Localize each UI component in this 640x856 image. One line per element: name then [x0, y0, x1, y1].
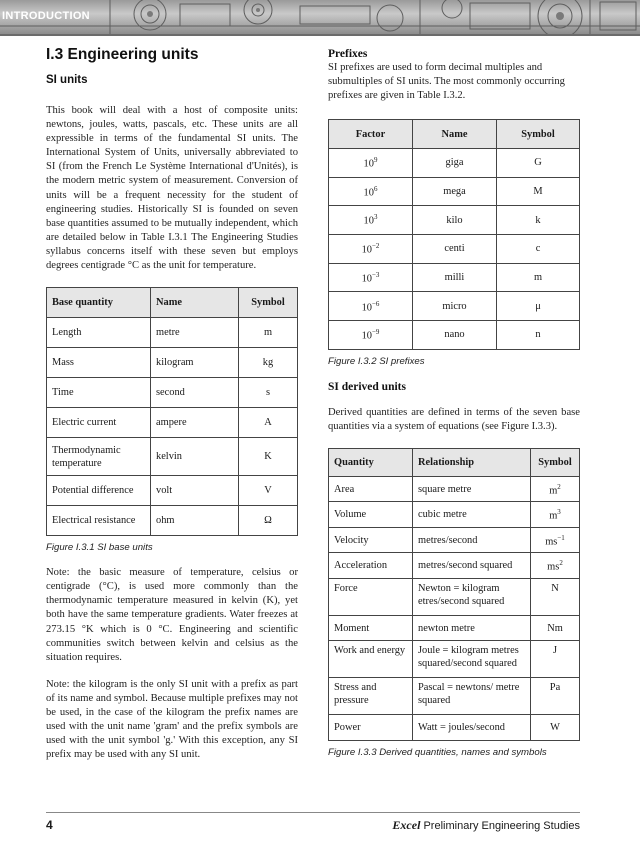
column-header: Relationship	[413, 448, 531, 476]
symbol-cell	[531, 715, 580, 741]
unit-symbol: Nm	[547, 622, 563, 634]
symbol-cell	[531, 527, 580, 553]
symbol-cell	[531, 678, 580, 715]
table-cell: kg	[239, 348, 298, 378]
table-row	[47, 506, 298, 536]
book-title: Preliminary Engineering Studies	[423, 820, 580, 832]
factor-exponent: −2	[371, 242, 380, 251]
unit-symbol: W	[550, 722, 560, 734]
table-row	[47, 378, 298, 408]
factor-cell	[329, 292, 413, 321]
factor-base: 10	[363, 158, 374, 170]
symbol-cell	[531, 615, 580, 641]
table-row	[329, 476, 580, 502]
si-base-units-table	[46, 287, 298, 536]
table-cell: Velocity	[329, 527, 413, 553]
factor-base: 10	[361, 330, 372, 342]
unit-symbol: ms	[545, 536, 558, 548]
unit-symbol: m	[549, 485, 558, 497]
table-cell: Stress and pressure	[329, 678, 413, 715]
table-cell: cubic metre	[413, 502, 531, 528]
factor-base: 10	[361, 273, 372, 285]
table-cell: Thermodynamic temperature	[47, 438, 151, 476]
column-header: Quantity	[329, 448, 413, 476]
symbol-cell	[531, 553, 580, 579]
unit-exponent: 3	[557, 508, 561, 517]
table-cell: mega	[413, 177, 497, 206]
symbol-cell	[531, 476, 580, 502]
table-cell: Length	[47, 318, 151, 348]
factor-exponent: 9	[373, 156, 378, 165]
figure-caption: Figure I.3.3 Derived quantities, names and symbols	[328, 746, 547, 758]
table-header-row	[329, 120, 580, 149]
table-row	[329, 235, 580, 264]
table-cell: square metre	[413, 476, 531, 502]
table-cell: micro	[413, 292, 497, 321]
table-row	[329, 148, 580, 177]
factor-cell	[329, 206, 413, 235]
symbol-cell	[531, 578, 580, 615]
table-cell: Ω	[239, 506, 298, 536]
factor-exponent: 3	[373, 213, 378, 222]
brand-logo: Excel	[392, 818, 421, 832]
table-row	[47, 408, 298, 438]
table-row	[329, 678, 580, 715]
table-cell: giga	[413, 148, 497, 177]
derived-units-heading: SI derived units	[328, 380, 406, 393]
column-header: Name	[151, 288, 239, 318]
table-cell: Volume	[329, 502, 413, 528]
table-cell: Watt = joules/second	[413, 715, 531, 741]
si-units-heading: SI units	[46, 74, 88, 86]
unit-symbol: m	[549, 510, 558, 522]
table-row	[47, 476, 298, 506]
page-number: 4	[46, 818, 53, 832]
table-cell: kilogram	[151, 348, 239, 378]
table-row	[329, 502, 580, 528]
table-row	[329, 206, 580, 235]
factor-exponent: −3	[371, 270, 380, 279]
unit-symbol: ms	[547, 561, 560, 573]
table-cell: m	[497, 263, 580, 292]
unit-exponent: −1	[557, 533, 565, 542]
kilogram-note: Note: the kilogram is the only SI unit with a prefix as part of its name and symbol. Because multiple prefixes may not be used, in the case of the kilogram the prefix names are used with the unit name 'gram' and the prefix symbols are used with the unit symbol 'g.' With this exception, any SI prefix may be used with any SI unit.	[46, 678, 298, 761]
table-cell: metre	[151, 318, 239, 348]
factor-base: 10	[363, 215, 374, 227]
table-cell: A	[239, 408, 298, 438]
table-cell: ohm	[151, 506, 239, 536]
column-header: Factor	[329, 120, 413, 149]
factor-cell	[329, 263, 413, 292]
unit-symbol: Pa	[549, 682, 561, 694]
table-cell: Pascal = newtons/ metre squared	[413, 678, 531, 715]
table-header-row	[329, 448, 580, 476]
figure-caption: Figure I.3.1 SI base units	[46, 542, 153, 554]
factor-cell	[329, 321, 413, 350]
table-row	[329, 553, 580, 579]
factor-cell	[329, 148, 413, 177]
table-cell: second	[151, 378, 239, 408]
table-cell: m	[239, 318, 298, 348]
factor-cell	[329, 177, 413, 206]
table-cell: milli	[413, 263, 497, 292]
derived-units-intro: Derived quantities are defined in terms of the seven base quantities via a system of equations (see Figure I.3.3).	[328, 406, 580, 432]
table-cell: Area	[329, 476, 413, 502]
table-cell: n	[497, 321, 580, 350]
table-row	[329, 578, 580, 615]
si-prefixes-table	[328, 119, 580, 350]
table-cell: k	[497, 206, 580, 235]
unit-symbol: N	[551, 582, 559, 594]
factor-cell	[329, 235, 413, 264]
table-cell: kelvin	[151, 438, 239, 476]
table-cell: c	[497, 235, 580, 264]
table-row	[329, 177, 580, 206]
table-cell: V	[239, 476, 298, 506]
table-cell: M	[497, 177, 580, 206]
unit-exponent: 2	[557, 482, 561, 491]
symbol-cell	[531, 641, 580, 678]
table-row	[329, 641, 580, 678]
table-cell: K	[239, 438, 298, 476]
table-cell: Mass	[47, 348, 151, 378]
table-row	[329, 263, 580, 292]
column-header: Symbol	[239, 288, 298, 318]
section-heading: I.3 Engineering units	[46, 46, 199, 63]
table-cell: Work and energy	[329, 641, 413, 678]
factor-base: 10	[361, 244, 372, 256]
table-cell: centi	[413, 235, 497, 264]
table-cell: G	[497, 148, 580, 177]
table-cell: metres/second squared	[413, 553, 531, 579]
table-cell: metres/second	[413, 527, 531, 553]
table-row	[329, 715, 580, 741]
table-cell: kilo	[413, 206, 497, 235]
table-cell: Force	[329, 578, 413, 615]
left-column	[46, 44, 298, 762]
footer-divider	[46, 812, 580, 813]
column-header: Base quantity	[47, 288, 151, 318]
table-cell: Electrical resistance	[47, 506, 151, 536]
table-row	[329, 615, 580, 641]
running-footer	[392, 818, 580, 833]
column-header: Symbol	[497, 120, 580, 149]
header-banner	[0, 0, 640, 34]
header-divider	[0, 34, 640, 36]
table-row	[329, 292, 580, 321]
table-row	[329, 321, 580, 350]
factor-exponent: 6	[373, 184, 378, 193]
table-row	[47, 348, 298, 378]
prefixes-heading: Prefixes	[328, 48, 368, 60]
table-cell: Potential difference	[47, 476, 151, 506]
table-cell: Moment	[329, 615, 413, 641]
table-cell: ampere	[151, 408, 239, 438]
table-cell: s	[239, 378, 298, 408]
symbol-cell	[531, 502, 580, 528]
table-cell: Joule = kilogram metres squared/second squared	[413, 641, 531, 678]
column-header: Symbol	[531, 448, 580, 476]
factor-base: 10	[361, 301, 372, 313]
machinery-background-graphic	[0, 0, 640, 34]
factor-base: 10	[363, 187, 374, 199]
table-row	[47, 438, 298, 476]
table-cell: μ	[497, 292, 580, 321]
table-cell: Newton = kilogram etres/second squared	[413, 578, 531, 615]
table-cell: nano	[413, 321, 497, 350]
figure-caption: Figure I.3.2 SI prefixes	[328, 355, 425, 367]
temperature-note: Note: the basic measure of temperature, celsius or centigrade (°C), is used more commonly than the thermodynamic temperature measured in kelvin (K), yet both have the same temperature gradients. Water freezes at 273.15 °K which is 0 °C. Engineering and scientific communities switch between kelvin and celsius as the situation requires.	[46, 567, 298, 663]
right-column	[328, 44, 580, 758]
table-header-row	[47, 288, 298, 318]
table-cell: newton metre	[413, 615, 531, 641]
factor-exponent: −6	[371, 299, 380, 308]
table-cell: Acceleration	[329, 553, 413, 579]
table-row	[47, 318, 298, 348]
table-cell: Electric current	[47, 408, 151, 438]
table-row	[329, 527, 580, 553]
si-derived-units-table	[328, 448, 580, 741]
column-header: Name	[413, 120, 497, 149]
unit-exponent: 2	[559, 559, 563, 568]
table-cell: volt	[151, 476, 239, 506]
chapter-title: INTRODUCTION	[2, 10, 90, 22]
prefixes-intro: SI prefixes are used to form decimal multiples and submultiples of SI units. The most commonly occurring prefixes are given in Table I.3.2.	[328, 62, 565, 102]
si-units-intro: This book will deal with a host of composite units: newtons, joules, watts, pascals, etc. These units are all expressible in terms of the fundamental SI units. The International System of Units, universally abbreviated to SI (from the French Le Système International d'Unités), is the modern metric system of measurement. Conversion of units will be a frequent necessity for the student of engineering studies. Historically SI is founded on seven base quantities assumed to be mutually independent, which are detailed below in Table I.3.1 The Engineering Studies syllabus concerns itself with these seven but employs degrees centigrade °C as the unit for temperature.	[46, 105, 298, 272]
table-cell: Time	[47, 378, 151, 408]
factor-exponent: −9	[371, 328, 380, 337]
unit-symbol: J	[552, 645, 558, 657]
table-cell: Power	[329, 715, 413, 741]
